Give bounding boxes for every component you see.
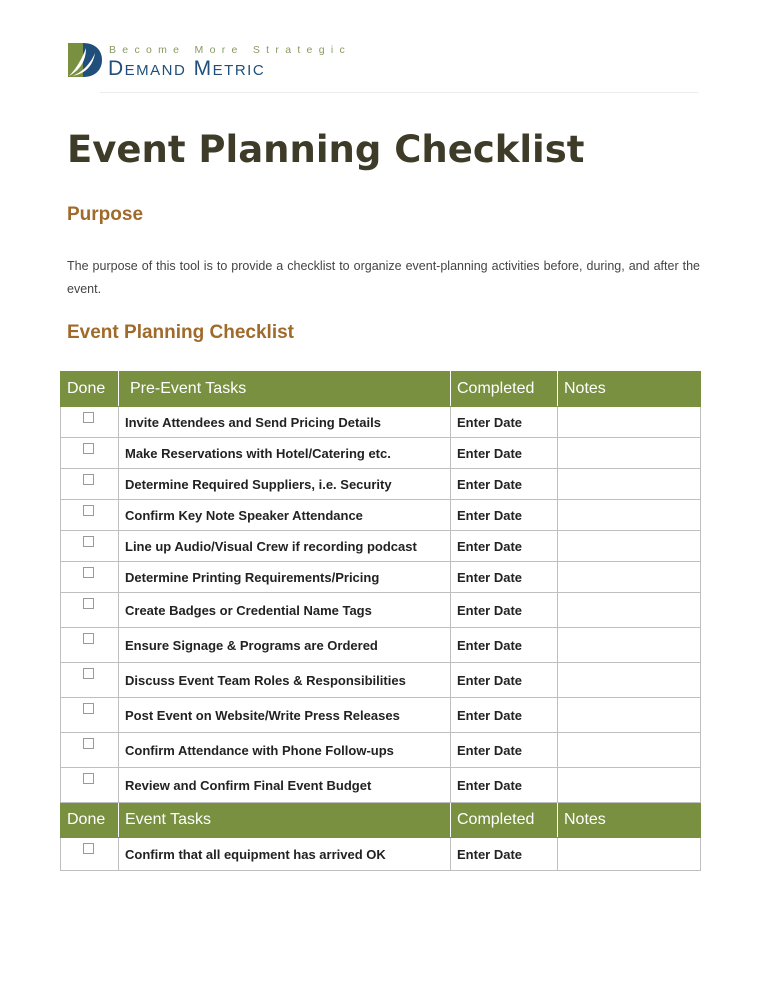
done-cell (61, 407, 119, 438)
completed-date-field[interactable]: Enter Date (451, 698, 558, 733)
task-row (61, 663, 701, 698)
notes-field[interactable] (558, 663, 701, 698)
notes-field[interactable] (558, 628, 701, 663)
completed-date-field[interactable]: Enter Date (451, 500, 558, 531)
completed-date-field[interactable]: Enter Date (451, 663, 558, 698)
column-header-tasks: Pre-Event Tasks (119, 372, 451, 407)
done-cell (61, 663, 119, 698)
notes-field[interactable] (558, 407, 701, 438)
done-checkbox[interactable] (83, 843, 94, 854)
done-checkbox[interactable] (83, 567, 94, 578)
logo-tagline: Become More Strategic (109, 44, 352, 56)
task-row (61, 562, 701, 593)
page-title: Event Planning Checklist (67, 128, 585, 171)
task-row (61, 628, 701, 663)
section-header-row (61, 372, 701, 407)
task-label: Make Reservations with Hotel/Catering etc. (119, 438, 451, 469)
completed-date-field[interactable]: Enter Date (451, 562, 558, 593)
column-header-notes: Notes (558, 372, 701, 407)
task-row (61, 500, 701, 531)
task-label: Determine Required Suppliers, i.e. Security (119, 469, 451, 500)
task-row (61, 733, 701, 768)
task-row (61, 768, 701, 803)
done-cell (61, 593, 119, 628)
completed-date-field[interactable]: Enter Date (451, 838, 558, 871)
completed-date-field[interactable]: Enter Date (451, 593, 558, 628)
done-checkbox[interactable] (83, 703, 94, 714)
task-row (61, 593, 701, 628)
logo-brand-name: Demand Metric (108, 57, 266, 80)
task-row (61, 838, 701, 871)
task-row (61, 407, 701, 438)
notes-field[interactable] (558, 838, 701, 871)
done-checkbox[interactable] (83, 633, 94, 644)
done-cell (61, 698, 119, 733)
task-label: Ensure Signage & Programs are Ordered (119, 628, 451, 663)
done-checkbox[interactable] (83, 474, 94, 485)
task-label: Create Badges or Credential Name Tags (119, 593, 451, 628)
completed-date-field[interactable]: Enter Date (451, 469, 558, 500)
notes-field[interactable] (558, 438, 701, 469)
task-label: Discuss Event Team Roles & Responsibilities (119, 663, 451, 698)
completed-date-field[interactable]: Enter Date (451, 407, 558, 438)
done-checkbox[interactable] (83, 773, 94, 784)
task-row (61, 698, 701, 733)
notes-field[interactable] (558, 593, 701, 628)
done-cell (61, 562, 119, 593)
demand-metric-logo (68, 43, 368, 83)
task-label: Determine Printing Requirements/Pricing (119, 562, 451, 593)
completed-date-field[interactable]: Enter Date (451, 628, 558, 663)
done-cell (61, 733, 119, 768)
done-checkbox[interactable] (83, 668, 94, 679)
task-label: Confirm Key Note Speaker Attendance (119, 500, 451, 531)
done-cell (61, 768, 119, 803)
notes-field[interactable] (558, 500, 701, 531)
task-row (61, 438, 701, 469)
completed-date-field[interactable]: Enter Date (451, 768, 558, 803)
done-checkbox[interactable] (83, 505, 94, 516)
task-label: Post Event on Website/Write Press Releases (119, 698, 451, 733)
section-header-row (61, 803, 701, 838)
done-checkbox[interactable] (83, 738, 94, 749)
task-label: Review and Confirm Final Event Budget (119, 768, 451, 803)
notes-field[interactable] (558, 469, 701, 500)
completed-date-field[interactable]: Enter Date (451, 438, 558, 469)
column-header-completed: Completed (451, 372, 558, 407)
done-checkbox[interactable] (83, 443, 94, 454)
task-row (61, 531, 701, 562)
demand-metric-logo-icon (68, 43, 102, 77)
notes-field[interactable] (558, 698, 701, 733)
done-checkbox[interactable] (83, 536, 94, 547)
purpose-text: The purpose of this tool is to provide a checklist to organize event-planning activities before, during, and after the event. (67, 259, 700, 296)
task-label: Line up Audio/Visual Crew if recording podcast (119, 531, 451, 562)
column-header-tasks: Event Tasks (119, 803, 451, 838)
completed-date-field[interactable]: Enter Date (451, 733, 558, 768)
done-cell (61, 838, 119, 871)
checklist-table (60, 371, 701, 871)
task-row (61, 469, 701, 500)
done-cell (61, 628, 119, 663)
done-cell (61, 531, 119, 562)
done-checkbox[interactable] (83, 598, 94, 609)
done-cell (61, 500, 119, 531)
done-checkbox[interactable] (83, 412, 94, 423)
done-cell (61, 469, 119, 500)
checklist-heading: Event Planning Checklist (67, 322, 294, 343)
column-header-done: Done (61, 372, 119, 407)
column-header-notes: Notes (558, 803, 701, 838)
notes-field[interactable] (558, 733, 701, 768)
task-label: Invite Attendees and Send Pricing Details (119, 407, 451, 438)
notes-field[interactable] (558, 562, 701, 593)
notes-field[interactable] (558, 768, 701, 803)
header-divider (100, 92, 698, 93)
purpose-heading: Purpose (67, 204, 144, 225)
column-header-done: Done (61, 803, 119, 838)
task-label: Confirm Attendance with Phone Follow-ups (119, 733, 451, 768)
completed-date-field[interactable]: Enter Date (451, 531, 558, 562)
notes-field[interactable] (558, 531, 701, 562)
done-cell (61, 438, 119, 469)
task-label: Confirm that all equipment has arrived OK (119, 838, 451, 871)
column-header-completed: Completed (451, 803, 558, 838)
